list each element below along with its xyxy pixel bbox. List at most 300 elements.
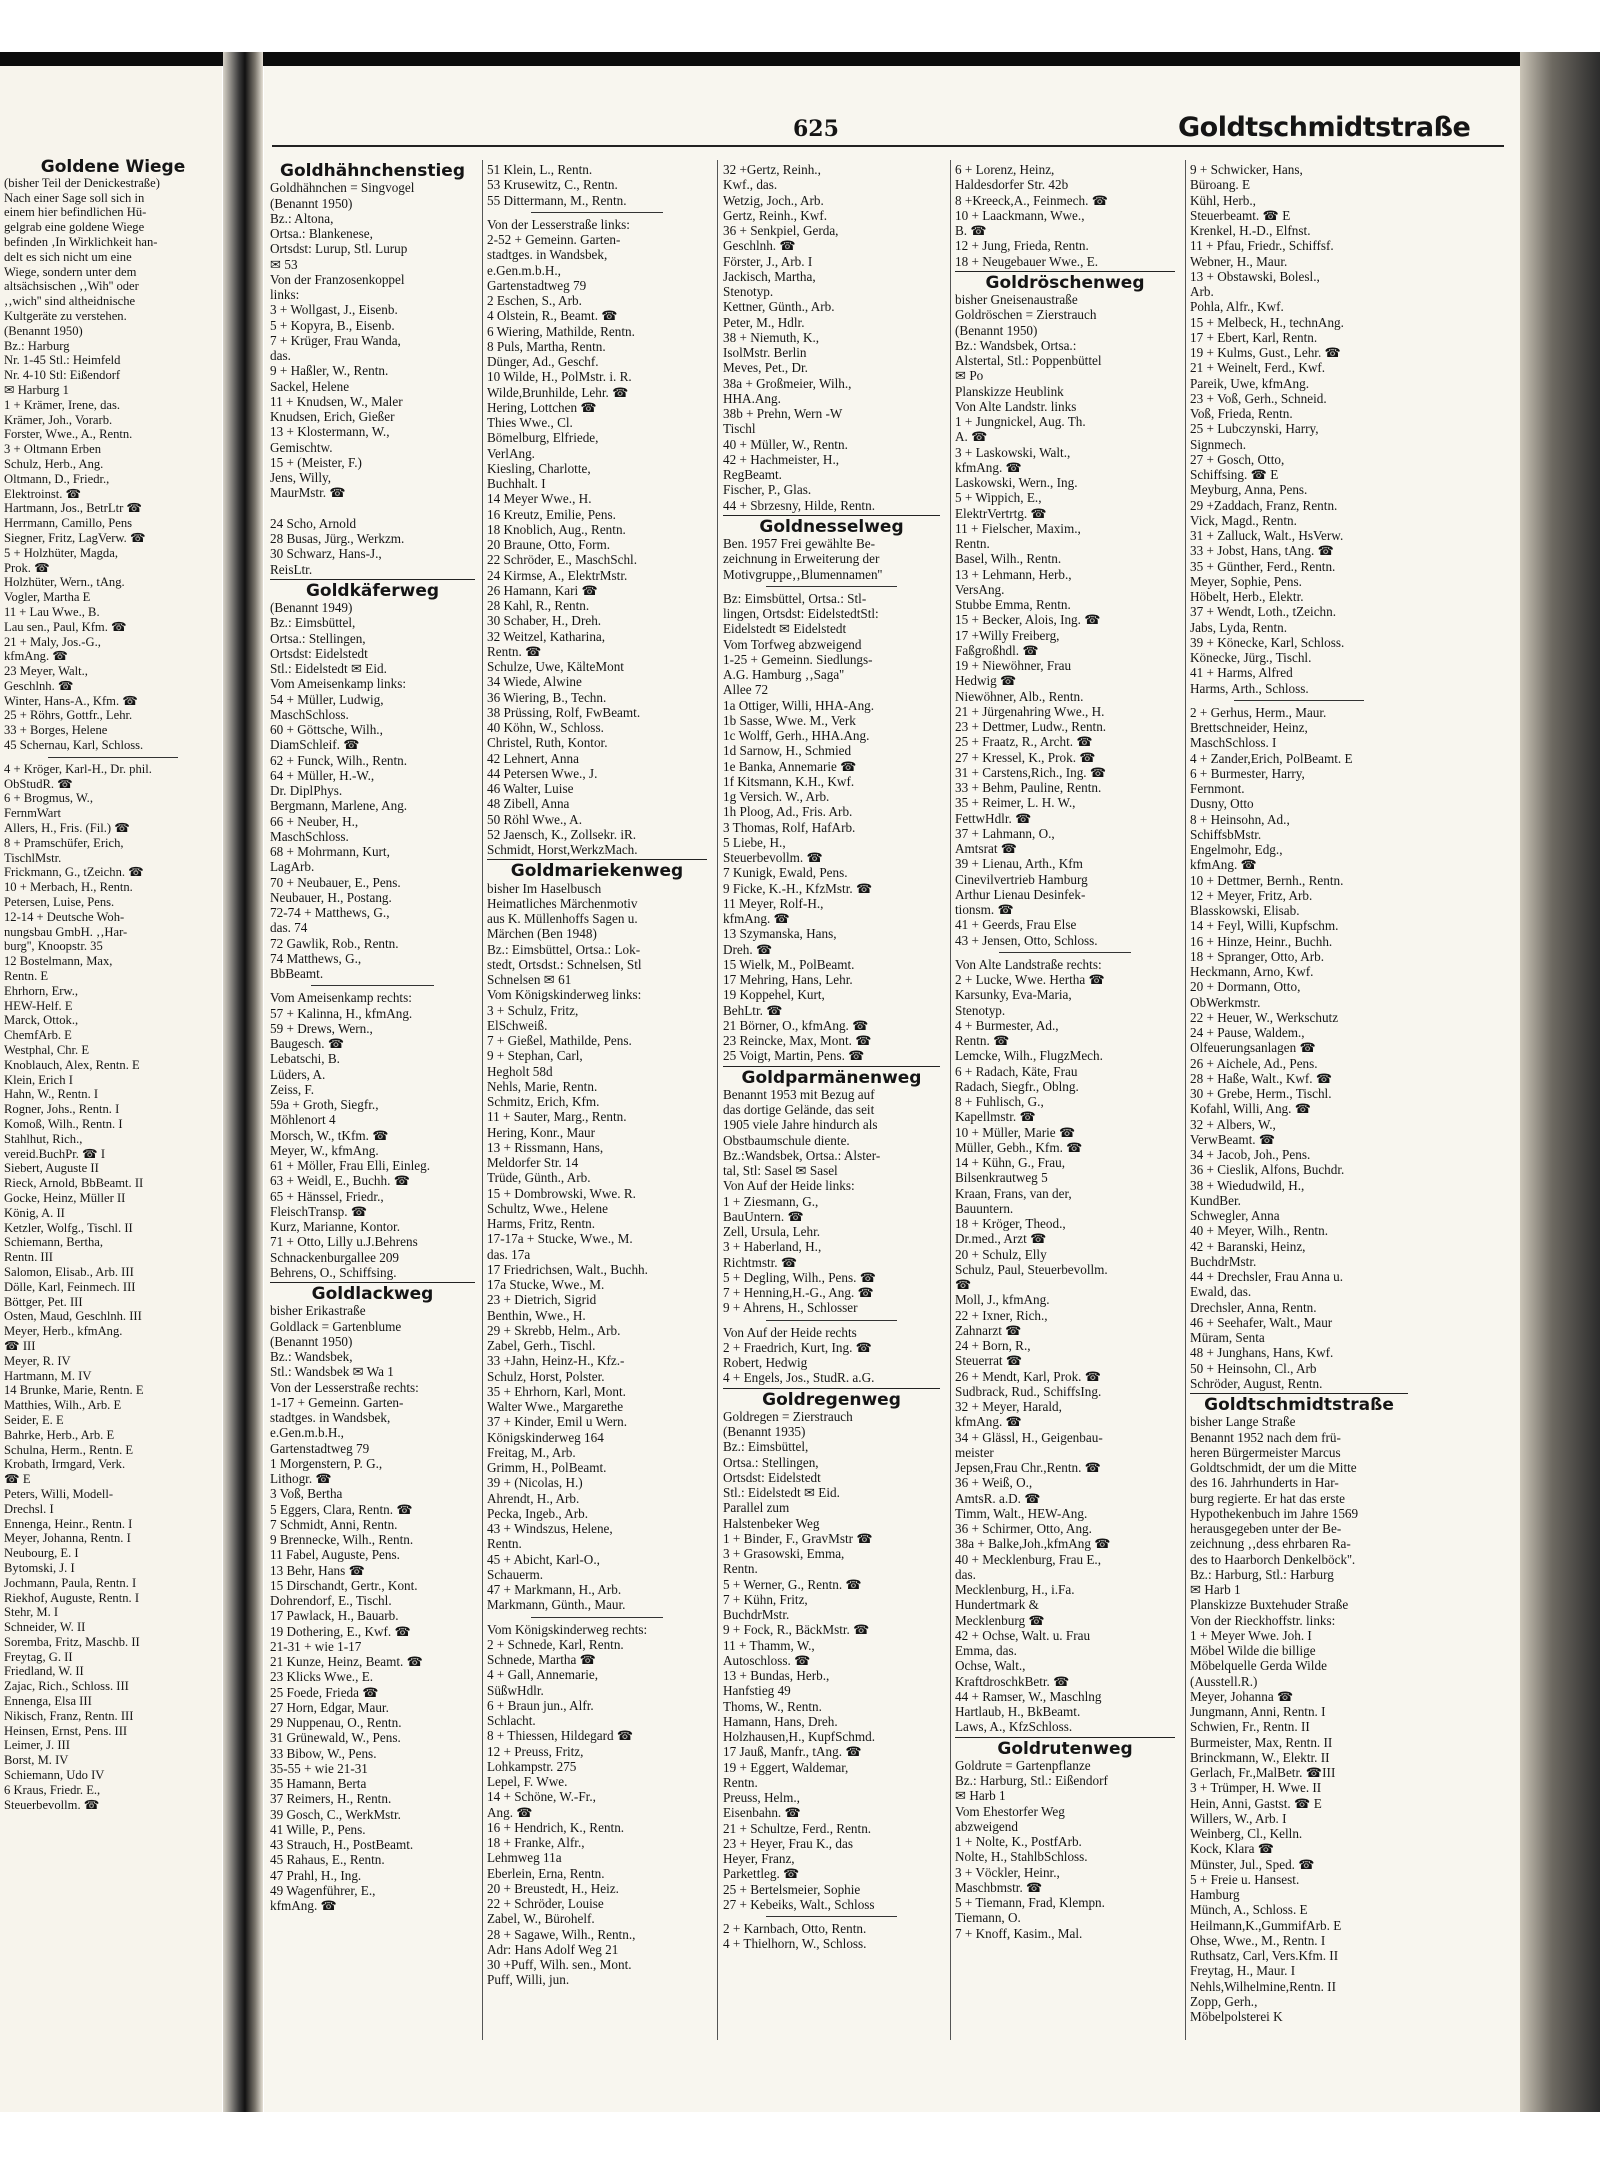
directory-entry: Olfeuerungsanlagen ☎ xyxy=(1190,1040,1316,1056)
directory-entry: Goldtschmidt, der um die Mitte xyxy=(1190,1460,1357,1475)
directory-entry: Meldorfer Str. 14 xyxy=(487,1155,579,1170)
directory-entry: 33 Bibow, W., Pens. xyxy=(270,1745,377,1761)
directory-entry: Ennenga, Elsa III xyxy=(4,1694,92,1709)
directory-entry: 11 + Sauter, Marg., Rentn. xyxy=(487,1109,627,1125)
directory-entry: Hein, Anni, Gastst. ☎ E xyxy=(1190,1795,1322,1811)
directory-entry: Rentn. xyxy=(723,1774,758,1790)
directory-entry: Holzhüter, Wern., tAng. xyxy=(4,575,125,590)
directory-entry: 23 + Heyer, Frau K., das xyxy=(723,1835,853,1851)
directory-entry: Bz.: Eimsbüttel, Ortsa.: Lok- xyxy=(487,941,641,957)
directory-entry: 15 Wielk, M., PolBeamt. xyxy=(723,956,855,972)
street-heading: Goldnesselweg xyxy=(723,515,940,535)
directory-entry: Pecka, Ingeb., Arb. xyxy=(487,1505,589,1521)
directory-entry: KraftdroschkBetr. ☎ xyxy=(955,1673,1070,1689)
directory-entry: 38 + Niemuth, K., xyxy=(723,329,820,345)
directory-entry: Bömelburg, Elfriede, xyxy=(487,430,599,446)
directory-entry: Haldesdorfer Str. 42b xyxy=(955,177,1069,193)
directory-entry: SchiffsbMstr. xyxy=(1190,826,1262,842)
directory-entry: Gartenstadtweg 79 xyxy=(487,277,587,293)
directory-entry: Forster, Wwe., A., Rentn. xyxy=(4,427,133,442)
directory-entry: delt es sich nicht um eine xyxy=(4,249,132,264)
directory-entry: Möbelquelle Gerda Wilde xyxy=(1190,1658,1327,1674)
directory-entry: burg regierte. Er hat das erste xyxy=(1190,1490,1346,1506)
directory-entry: Tiemann, O. xyxy=(955,1910,1021,1926)
directory-entry: 22 + Schröder, Louise xyxy=(487,1896,604,1911)
directory-entry: heren Bürgermeister Marcus xyxy=(1190,1444,1341,1460)
directory-entry: 10 + Dettmer, Bernh., Rentn. xyxy=(1190,872,1344,888)
directory-entry: Holzhausen,H., KupfSchmd. xyxy=(723,1729,875,1744)
directory-entry: ☎ E xyxy=(4,1472,31,1487)
directory-entry: Goldrute = Gartenpflanze xyxy=(955,1757,1091,1773)
directory-entry: Dreh. ☎ xyxy=(723,941,773,957)
left-page-column xyxy=(4,158,222,1812)
directory-entry: 22 + Ixner, Rich., xyxy=(955,1307,1048,1323)
directory-entry: Dünger, Ad., Geschf. xyxy=(487,354,599,369)
directory-entry: 61 + Möller, Frau Elli, Einleg. xyxy=(270,1158,431,1173)
directory-entry: Buchhalt. I xyxy=(487,476,546,491)
directory-entry: Bz.:Wandsbek, Ortsa.: Alster- xyxy=(723,1147,881,1163)
directory-entry: 28 Busas, Jürg., Werkzm. xyxy=(270,531,405,546)
directory-entry: 43 + Windszus, Helene, xyxy=(487,1521,613,1536)
directory-entry: Schwegler, Anna xyxy=(1190,1208,1280,1223)
directory-entry: Zeiss, F. xyxy=(270,1081,315,1097)
directory-entry: ✉ Harb 1 xyxy=(1190,1582,1241,1597)
directory-entry: Von Alte Landstr. links xyxy=(955,398,1077,414)
directory-column-3 xyxy=(723,162,940,1952)
directory-entry: 12 Bostelmann, Max, xyxy=(4,954,113,969)
directory-entry: 59 + Drews, Wern., xyxy=(270,1020,373,1036)
directory-entry: 43 + Jensen, Otto, Schloss. xyxy=(955,932,1098,948)
directory-entry: ☎ III xyxy=(4,1338,36,1353)
directory-entry: Gerlach, Fr.,MalBetr. ☎III xyxy=(1190,1765,1336,1780)
directory-entry: Schultz, Wwe., Helene xyxy=(487,1200,608,1216)
directory-entry: bisher Lange Straße xyxy=(1190,1414,1296,1430)
directory-entry: Schnede, Martha ☎ xyxy=(487,1652,597,1667)
directory-entry: 31 + Carstens,Rich., Ing. ☎ xyxy=(955,764,1107,780)
directory-entry: 48 Zibell, Anna xyxy=(487,796,570,812)
directory-entry: 9 Ficke, K.-H., KfzMstr. ☎ xyxy=(723,880,873,896)
directory-entry: Nehls, Marie, Rentn. xyxy=(487,1078,598,1094)
directory-entry: Steuerbeamt. ☎ E xyxy=(1190,207,1291,223)
directory-entry: ✉ Harb 1 xyxy=(955,1788,1006,1804)
directory-entry: B. ☎ xyxy=(955,223,987,238)
directory-entry: 27 + Gosch, Otto, xyxy=(1190,451,1285,467)
directory-entry: Heinsen, Ernst, Pens. III xyxy=(4,1723,128,1738)
directory-entry: Radach, Siegfr., Oblng. xyxy=(955,1078,1079,1094)
directory-entry: 31 + Zalluck, Walt., HsVerw. xyxy=(1190,528,1344,543)
directory-entry: Meyburg, Anna, Pens. xyxy=(1190,482,1308,498)
directory-entry: ✉ 53 xyxy=(270,256,298,272)
directory-entry: 60 + Göttsche, Wilh., xyxy=(270,722,383,737)
street-heading: Goldene Wiege xyxy=(40,158,186,177)
directory-entry: 11 Meyer, Rolf-H., xyxy=(723,895,824,911)
directory-entry: 45 Rahaus, E., Rentn. xyxy=(270,1852,385,1868)
directory-entry: 39 Gosch, C., WerkMstr. xyxy=(270,1806,401,1822)
section-divider xyxy=(48,757,179,758)
directory-entry: bisher Gneisenaustraße xyxy=(955,292,1078,307)
directory-entry: 3 + Grasowski, Emma, xyxy=(723,1546,845,1561)
directory-entry: (Benannt 1935) xyxy=(723,1424,806,1439)
directory-entry: 24 + Born, R., xyxy=(955,1338,1031,1353)
directory-entry: Planskizze Buxtehuder Straße xyxy=(1190,1597,1349,1613)
directory-entry: 7 Schmidt, Anni, Rentn. xyxy=(270,1516,398,1532)
directory-entry: 36 + Weiß, O., xyxy=(955,1475,1033,1491)
directory-entry: 32 +Gertz, Reinh., xyxy=(723,162,821,177)
page-number: 625 xyxy=(793,116,839,142)
directory-entry: 5 + Wippich, E., xyxy=(955,490,1042,506)
street-heading: Goldkäferweg xyxy=(270,579,475,599)
directory-entry: MaurMstr. ☎ xyxy=(270,485,346,501)
directory-entry: 17 Pawlack, H., Bauarb. xyxy=(270,1608,399,1624)
directory-entry: Nr. 1-45 Stl.: Heimfeld xyxy=(4,353,121,368)
directory-entry: Jens, Willy, xyxy=(270,470,332,485)
directory-entry: VerwBeamt. ☎ xyxy=(1190,1131,1276,1147)
directory-entry: 37 + Wendt, Loth., tZeichn. xyxy=(1190,604,1337,620)
directory-entry: Stenotyp. xyxy=(955,1002,1006,1018)
directory-entry: 13 Behr, Hans ☎ xyxy=(270,1562,366,1578)
directory-entry: 64 + Müller, H.-W., xyxy=(270,767,375,783)
directory-entry: 44 + Ramser, W., Maschlng xyxy=(955,1688,1102,1704)
directory-entry: 48 + Junghans, Hans, Kwf. xyxy=(1190,1345,1334,1361)
directory-entry: 70 + Neubauer, E., Pens. xyxy=(270,874,401,890)
directory-entry: Kock, Klara ☎ xyxy=(1190,1841,1275,1857)
section-divider xyxy=(531,1617,663,1618)
directory-entry: 1 + Meyer Wwe. Joh. I xyxy=(1190,1627,1312,1643)
directory-entry: Dölle, Karl, Feinmech. III xyxy=(4,1279,136,1294)
directory-entry: Goldregen = Zierstrauch xyxy=(723,1408,853,1424)
directory-entry: Gertz, Reinh., Kwf. xyxy=(723,207,828,223)
directory-entry: Hamburg xyxy=(1190,1887,1240,1902)
directory-entry: 20 Braune, Otto, Form. xyxy=(487,537,611,552)
directory-entry: Rentn. E xyxy=(4,969,49,984)
directory-entry: 23 + Voß, Gerh., Schneid. xyxy=(1190,390,1327,406)
directory-entry: Pareik, Uwe, kfmAng. xyxy=(1190,375,1310,391)
directory-entry: Karsunky, Eva-Maria, xyxy=(955,987,1072,1003)
directory-entry: Vogler, Martha E xyxy=(4,590,91,605)
directory-column-1 xyxy=(270,162,475,1913)
directory-entry: MaschSchloss. I xyxy=(1190,735,1277,751)
directory-entry: herausgegeben unter der Be- xyxy=(1190,1521,1342,1536)
directory-entry: 8 +Kreeck,A., Feinmech. ☎ xyxy=(955,192,1109,208)
directory-entry: Meves, Pet., Dr. xyxy=(723,360,808,376)
directory-entry: Büroang. E xyxy=(1190,177,1251,193)
directory-entry: 42 + Baranski, Heinz, xyxy=(1190,1238,1306,1254)
directory-entry: 41 + Geerds, Frau Else xyxy=(955,917,1077,933)
directory-entry: 26 + Aichele, Ad., Pens. xyxy=(1190,1055,1318,1071)
directory-entry: Vick, Magd., Rentn. xyxy=(1190,512,1297,528)
directory-entry: (bisher Teil der Denickestraße) xyxy=(4,175,160,190)
directory-entry: Adr: Hans Adolf Weg 21 xyxy=(487,1941,619,1957)
directory-column-2 xyxy=(487,162,707,1988)
directory-entry: Cinevilvertrieb Hamburg xyxy=(955,871,1088,887)
directory-entry: 3 Thomas, Rolf, HafArb. xyxy=(723,819,856,835)
directory-entry: 8 Puls, Martha, Rentn. xyxy=(487,338,606,354)
directory-entry: Bahrke, Herb., Arb. E xyxy=(4,1427,115,1442)
directory-entry: Bz.: Eimsbüttel, xyxy=(723,1439,809,1455)
directory-entry: Halstenbeker Weg xyxy=(723,1515,820,1531)
directory-entry: HHA.Ang. xyxy=(723,390,781,406)
directory-entry: Ochse, Walt., xyxy=(955,1658,1026,1674)
directory-entry: Kofahl, Willi, Ang. ☎ xyxy=(1190,1101,1312,1117)
directory-entry: 35 + Günther, Ferd., Rentn. xyxy=(1190,558,1336,574)
directory-entry: Thies Wwe., Cl. xyxy=(487,415,573,430)
directory-entry: IsolMstr. Berlin xyxy=(723,345,807,360)
column-divider xyxy=(950,160,951,2040)
directory-entry: Schmidt, Horst,WerkzMach. xyxy=(487,842,638,857)
directory-entry: 32 Weitzel, Katharina, xyxy=(487,628,606,644)
directory-entry: ObStudR. ☎ xyxy=(4,776,73,791)
directory-entry: 5 + Tiemann, Frad, Klempn. xyxy=(955,1895,1105,1910)
directory-entry: Siegner, Fritz, LagVerw. ☎ xyxy=(4,530,146,545)
directory-entry: 30 +Puff, Wilh. sen., Mont. xyxy=(487,1957,632,1972)
directory-entry: Emma, das. xyxy=(955,1643,1017,1658)
directory-entry: Von der Franzosenkoppel xyxy=(270,271,405,287)
directory-entry: 21 + Jürgenahring Wwe., H. xyxy=(955,703,1105,719)
directory-entry: 42 + Hachmeister, H., xyxy=(723,451,840,467)
directory-entry: 28 + Haße, Walt., Kwf. ☎ xyxy=(1190,1070,1333,1086)
directory-entry: Moll, J., kfmAng. xyxy=(955,1292,1050,1308)
directory-entry: 34 Wiede, Alwine xyxy=(487,674,582,690)
directory-entry: 8 + Thiessen, Hildegard ☎ xyxy=(487,1728,634,1744)
directory-entry: 3 + Trümper, H. Wwe. II xyxy=(1190,1780,1322,1796)
directory-entry: 2 + Fraedrich, Kurt, Ing. ☎ xyxy=(723,1339,873,1355)
directory-entry: Jochmann, Paula, Rentn. I xyxy=(4,1575,137,1590)
directory-entry: abzweigend xyxy=(955,1818,1018,1834)
directory-entry: Behrens, O., Schiffsing. xyxy=(270,1264,397,1280)
directory-entry: Klein, Erich I xyxy=(4,1072,73,1087)
directory-entry: Hartlaub, H., BkBeamt. xyxy=(955,1704,1081,1719)
directory-entry: Dusny, Otto xyxy=(1190,796,1254,812)
directory-entry: 14 + Feyl, Willi, Kupfschm. xyxy=(1190,918,1339,934)
directory-entry: 11 + Pfau, Friedr., Schiffsf. xyxy=(1190,238,1334,254)
directory-entry: 65 + Hänssel, Friedr., xyxy=(270,1188,384,1204)
directory-entry: 21 Kunze, Heinz, Beamt. ☎ xyxy=(270,1654,424,1669)
directory-entry: Petersen, Luise, Pens. xyxy=(4,895,115,910)
directory-entry: 59a + Groth, Siegfr., xyxy=(270,1097,379,1112)
directory-entry: 14 + Schöne, W.-Fr., xyxy=(487,1789,596,1805)
directory-entry: Willers, W., Arb. I xyxy=(1190,1810,1287,1826)
directory-entry: Ben. 1957 Frei gewählte Be- xyxy=(723,536,875,551)
directory-entry: Richtmstr. ☎ xyxy=(723,1254,798,1270)
directory-entry: Hamann, Hans, Dreh. xyxy=(723,1713,838,1729)
directory-entry: 1 + Nolte, K., PostfArb. xyxy=(955,1834,1082,1849)
directory-entry: 13 Szymanska, Hans, xyxy=(723,926,837,942)
directory-entry: 44 + Sbrzesny, Hilde, Rentn. xyxy=(723,497,875,513)
directory-entry: 4 + Engels, Jos., StudR. a.G. xyxy=(723,1370,875,1386)
directory-entry: MaschSchloss. xyxy=(270,706,349,722)
directory-entry: Vom Königskinderweg rechts: xyxy=(487,1621,648,1637)
directory-entry: 38b + Prehn, Wern -W xyxy=(723,406,843,421)
directory-entry: kfmAng. ☎ xyxy=(4,649,68,664)
directory-entry: Gemischtw. xyxy=(270,439,333,455)
directory-entry: 4 Olstein, R., Beamt. ☎ xyxy=(487,308,618,324)
directory-entry: A. ☎ xyxy=(955,429,988,445)
directory-entry: zeichnung in Erweiterung der xyxy=(723,551,880,567)
directory-entry: Bz.: Harburg xyxy=(4,338,70,353)
directory-entry: Rentn. ☎ xyxy=(955,1033,1010,1048)
directory-entry: Münster, Jul., Sped. ☎ xyxy=(1190,1856,1315,1872)
directory-entry: kfmAng. ☎ xyxy=(1190,857,1257,873)
directory-entry: BbBeamt. xyxy=(270,966,324,981)
directory-entry: Hartmann, Jos., BetrLtr ☎ xyxy=(4,501,143,516)
directory-entry: ☎ xyxy=(955,1277,972,1292)
directory-entry: 19 Dothering, E., Kwf. ☎ xyxy=(270,1623,411,1639)
directory-entry: Lüders, A. xyxy=(270,1066,326,1082)
running-head: Goldtschmidtstraße xyxy=(1178,112,1471,143)
directory-entry: Von der Lesserstraße links: xyxy=(487,216,630,232)
directory-entry: Böttger, Pet. III xyxy=(4,1294,83,1309)
directory-entry: Bz.: Altona, xyxy=(270,210,334,226)
directory-entry: 25 Foede, Frieda ☎ xyxy=(270,1684,379,1700)
directory-entry: Geschlnh. ☎ xyxy=(723,238,796,254)
directory-entry: 6 + Radach, Käte, Frau xyxy=(955,1063,1078,1079)
directory-entry: 40 Köhn, W., Schloss. xyxy=(487,720,604,735)
directory-entry: Pohla, Alfr., Kwf. xyxy=(1190,299,1284,315)
directory-entry: BuchdrMstr. xyxy=(1190,1253,1257,1269)
directory-entry: Meyer, Herb., kfmAng. xyxy=(4,1324,123,1339)
directory-entry: 18 + Neugebauer Wwe., E. xyxy=(955,253,1099,269)
directory-entry: Rogner, Johs., Rentn. I xyxy=(4,1102,120,1117)
directory-entry: 1-17 + Gemeinn. Garten- xyxy=(270,1394,404,1410)
directory-entry: 35 + Ehrhorn, Karl, Mont. xyxy=(487,1383,626,1399)
directory-entry: ReisLtr. xyxy=(270,561,313,577)
directory-entry: 47 Prahl, H., Ing. xyxy=(270,1867,362,1883)
directory-entry: 23 Klicks Wwe., E. xyxy=(270,1669,374,1685)
directory-entry: 21 Börner, O., kfmAng. ☎ xyxy=(723,1017,869,1033)
directory-entry: 72 Gawlik, Rob., Rentn. xyxy=(270,935,399,951)
directory-entry: Müram, Senta xyxy=(1190,1330,1265,1345)
directory-entry: kfmAng. ☎ xyxy=(270,1898,337,1913)
directory-entry xyxy=(270,501,475,516)
directory-entry: Ewald, das. xyxy=(1190,1284,1252,1300)
directory-entry: (Benannt 1950) xyxy=(4,323,83,338)
directory-entry: 15 + Dombrowski, Wwe. R. xyxy=(487,1185,636,1201)
directory-entry: Von der Lesserstraße rechts: xyxy=(270,1379,419,1395)
directory-entry: Voß, Frieda, Rentn. xyxy=(1190,406,1293,421)
directory-entry: 46 + Seehafer, Walt., Maur xyxy=(1190,1314,1333,1330)
directory-entry: 13 + Obstawski, Bolesl., xyxy=(1190,268,1320,284)
directory-entry: 35 + Reimer, L. H. W., xyxy=(955,795,1076,811)
directory-entry: 3 + Laskowski, Walt., xyxy=(955,444,1071,460)
directory-entry: Ketzler, Wolfg., Tischl. II xyxy=(4,1220,133,1235)
directory-entry: Zell, Ursula, Lehr. xyxy=(723,1224,821,1239)
directory-entry: burg'', Knoopstr. 35 xyxy=(4,939,103,954)
directory-entry: 38 Prüssing, Rolf, FwBeamt. xyxy=(487,704,641,720)
directory-entry: des to Haarborch Denkelböck''. xyxy=(1190,1551,1356,1567)
directory-entry: 2 Eschen, S., Arb. xyxy=(487,293,582,308)
directory-entry: Bergmann, Marlene, Ang. xyxy=(270,798,408,814)
directory-entry: Lau sen., Paul, Kfm. ☎ xyxy=(4,619,127,634)
directory-entry: 39 + Könecke, Karl, Schloss. xyxy=(1190,634,1345,650)
directory-entry: Autoschloss. ☎ xyxy=(723,1652,811,1668)
directory-entry: 4 + Thielhorn, W., Schloss. xyxy=(723,1936,867,1952)
directory-entry: 13 + Bundas, Herb., xyxy=(723,1668,830,1683)
directory-entry: Ortsa.: Stellingen, xyxy=(723,1454,819,1470)
section-divider xyxy=(766,586,896,587)
directory-entry: Meyer, W., kfmAng. xyxy=(270,1142,379,1158)
directory-entry: Neubauer, H., Postang. xyxy=(270,889,392,905)
directory-entry: Kurz, Marianne, Kontor. xyxy=(270,1219,401,1234)
directory-entry: Borst, M. IV xyxy=(4,1753,69,1768)
street-heading: Goldtschmidtstraße xyxy=(1190,1393,1408,1413)
directory-entry: 2 + Schnede, Karl, Rentn. xyxy=(487,1636,624,1652)
directory-entry: Siebert, Auguste II xyxy=(4,1161,99,1176)
directory-entry: 9 + Schwicker, Hans, xyxy=(1190,162,1303,177)
directory-entry: Benannt 1952 nach dem frü- xyxy=(1190,1429,1341,1445)
directory-entry: 5 + Degling, Wilh., Pens. ☎ xyxy=(723,1269,877,1285)
directory-entry: des 16. Jahrhunderts in Har- xyxy=(1190,1475,1339,1491)
directory-entry: Schiemann, Udo IV xyxy=(4,1768,105,1783)
directory-entry: 1 Morgenstern, P. G., xyxy=(270,1455,383,1471)
directory-entry: Krobath, Irmgard, Verk. xyxy=(4,1457,126,1472)
directory-entry: 35-55 + wie 21-31 xyxy=(270,1760,368,1776)
directory-entry: befinden ‚In Wirklichkeit han- xyxy=(4,234,158,249)
directory-entry: ElektrVertrtg. ☎ xyxy=(955,505,1047,521)
directory-entry: Gocke, Heinz, Müller II xyxy=(4,1190,126,1205)
directory-entry: Schneider, W. II xyxy=(4,1620,86,1635)
directory-entry: 7 + Henning,H.-G., Ang. ☎ xyxy=(723,1285,874,1300)
directory-entry: Kraan, Frans, van der, xyxy=(955,1185,1072,1201)
directory-entry: Preuss, Helm., xyxy=(723,1790,800,1805)
directory-entry: Brinckmann, W., Elektr. II xyxy=(1190,1749,1330,1765)
directory-entry: 1 + Ziesmann, G., xyxy=(723,1193,819,1209)
directory-entry: Rentn. III xyxy=(4,1250,53,1265)
street-heading: Goldrutenweg xyxy=(955,1737,1175,1757)
directory-entry: 43 Strauch, H., PostBeamt. xyxy=(270,1837,414,1852)
directory-entry: Höbelt, Herb., Elektr. xyxy=(1190,589,1304,604)
directory-entry: 14 + Kühn, G., Frau, xyxy=(955,1155,1066,1170)
directory-entry: Lebatschi, B. xyxy=(270,1051,340,1067)
directory-entry: 18 + Spranger, Otto, Arb. xyxy=(1190,948,1325,964)
directory-entry: Ahrendt, H., Arb. xyxy=(487,1490,580,1506)
directory-entry: Freytag, G. II xyxy=(4,1649,73,1664)
directory-entry: kfmAng. ☎ xyxy=(723,911,790,926)
directory-entry: Lehmweg 11a xyxy=(487,1850,562,1866)
directory-entry: 53 Krusewitz, C., Rentn. xyxy=(487,177,618,193)
directory-entry: 22 Schröder, E., MaschSchl. xyxy=(487,552,638,568)
directory-entry: Möhlenort 4 xyxy=(270,1112,336,1128)
directory-entry: Sackel, Helene xyxy=(270,378,350,394)
directory-entry: 7 + Kühn, Fritz, xyxy=(723,1591,808,1607)
directory-entry: einem hier befindlichen Hü- xyxy=(4,205,147,220)
directory-entry: 50 Röhl Wwe., A. xyxy=(487,811,582,827)
directory-entry: Von Auf der Heide links: xyxy=(723,1178,855,1194)
directory-entry: 8 + Pramschüfer, Erich, xyxy=(4,835,124,850)
directory-entry: Zopp, Gerh., xyxy=(1190,1993,1258,2009)
directory-entry: 3 + Schulz, Fritz, xyxy=(487,1002,579,1018)
directory-entry: Heckmann, Arno, Kwf. xyxy=(1190,964,1314,979)
street-heading: Goldregenweg xyxy=(723,1388,940,1408)
directory-entry: 12 + Jung, Frieda, Rentn. xyxy=(955,238,1089,254)
directory-entry: Märchen (Ben 1948) xyxy=(487,926,597,942)
directory-entry: Christel, Ruth, Kontor. xyxy=(487,735,608,751)
directory-entry: Zabel, Gerh., Tischl. xyxy=(487,1338,596,1353)
directory-entry: Komoß, Wilh., Rentn. I xyxy=(4,1117,123,1131)
directory-entry: Hartmann, M. IV xyxy=(4,1368,92,1383)
directory-entry: Ang. ☎ xyxy=(487,1804,533,1820)
directory-entry: 71 + Otto, Lilly u.J.Behrens xyxy=(270,1234,418,1250)
directory-entry: Prok. ☎ xyxy=(4,560,50,575)
directory-entry: 20 + Breustedt, H., Heiz. xyxy=(487,1880,619,1896)
directory-entry: 26 Hamann, Kari ☎ xyxy=(487,582,598,598)
directory-entry: Arb. xyxy=(1190,284,1214,299)
directory-entry: Bz.: Eimsbüttel, xyxy=(270,615,356,631)
directory-entry: 10 + Müller, Marie ☎ xyxy=(955,1124,1076,1140)
section-divider xyxy=(766,1320,896,1321)
directory-entry: Morsch, W., tKfm. ☎ xyxy=(270,1127,389,1143)
directory-entry: Schulze, Uwe, KälteMont xyxy=(487,659,624,674)
directory-entry: 32 + Meyer, Harald, xyxy=(955,1399,1062,1414)
